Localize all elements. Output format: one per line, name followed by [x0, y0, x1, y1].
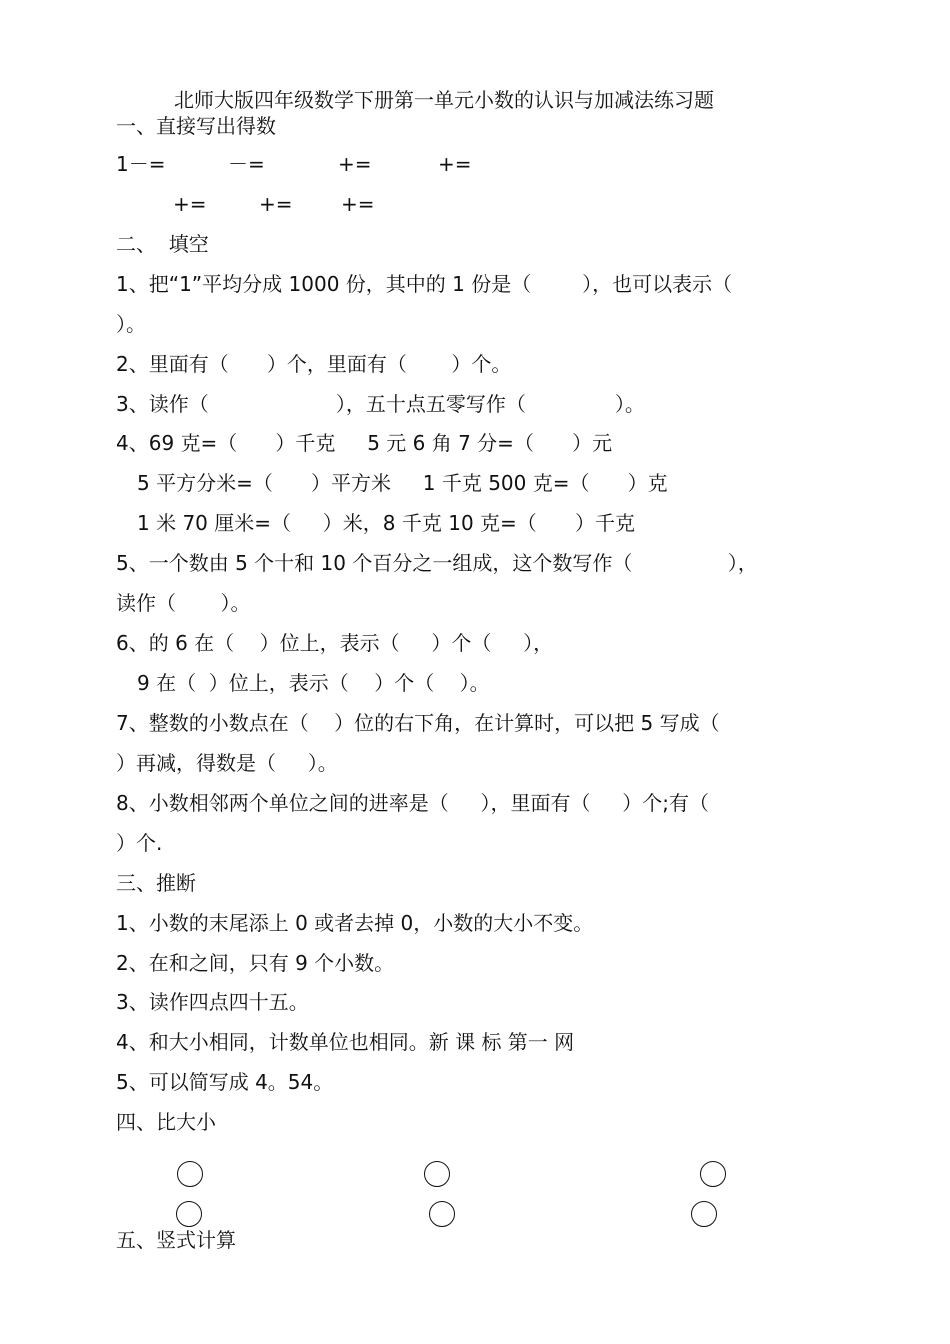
- fill-line: 6、的 6 在（ ）位上，表示（ ）个（ ），: [116, 631, 554, 655]
- compare-circle[interactable]: [429, 1201, 455, 1227]
- section-4-heading: 四、比大小: [116, 1110, 216, 1134]
- compare-circle[interactable]: [424, 1161, 450, 1187]
- section-5-heading: 五、竖式计算: [116, 1228, 236, 1252]
- fill-line: 1 米 70 厘米=（ ）米，8 千克 10 克=（ ）千克: [137, 511, 635, 535]
- section-1-heading: 一、直接写出得数: [116, 114, 276, 138]
- fill-line: 3、读作（ ），五十点五零写作（ ）。: [116, 392, 645, 416]
- judge-item: 4、和大小相同，计数单位也相同。新 课 标 第一 网: [116, 1030, 575, 1054]
- fill-line: 5 平方分米=（ ）平方米 1 千克 500 克=（ ）克: [137, 471, 668, 495]
- fill-line: 5、一个数由 5 个十和 10 个百分之一组成，这个数写作（ ），: [116, 551, 758, 575]
- calc-item: +=: [341, 192, 375, 216]
- fill-line: 7、整数的小数点在（ ）位的右下角，在计算时，可以把 5 写成（: [116, 711, 720, 735]
- calc-item: +=: [338, 152, 372, 176]
- compare-circle[interactable]: [700, 1161, 726, 1187]
- fill-line: ）再减，得数是（ ）。: [116, 751, 338, 775]
- compare-circle[interactable]: [691, 1201, 717, 1227]
- section-3-heading: 三、推断: [116, 871, 196, 895]
- fill-line: 读作（ ）。: [116, 591, 251, 615]
- fill-line: 9 在（ ）位上，表示（ ）个（ ）。: [137, 671, 490, 695]
- section-2-heading: 二、 填空: [116, 232, 209, 256]
- judge-item: 2、在和之间，只有 9 个小数。: [116, 951, 395, 975]
- calc-item: +=: [259, 192, 293, 216]
- fill-line: 8、小数相邻两个单位之间的进率是（ ），里面有（ ）个;有（: [116, 791, 710, 815]
- page-title: 北师大版四年级数学下册第一单元小数的认识与加减法练习题: [174, 88, 714, 112]
- judge-item: 5、可以简写成 4。54。: [116, 1070, 334, 1094]
- fill-line: ）个.: [116, 831, 163, 855]
- compare-circle[interactable]: [177, 1161, 203, 1187]
- calc-item: +=: [438, 152, 472, 176]
- fill-line: 1、把“1”平均分成 1000 份，其中的 1 份是（ ），也可以表示（: [116, 272, 733, 296]
- calc-item: 1－=: [116, 152, 166, 176]
- calc-item: －=: [228, 152, 265, 176]
- judge-item: 1、小数的末尾添上 0 或者去掉 0，小数的大小不变。: [116, 911, 594, 935]
- calc-item: +=: [173, 192, 207, 216]
- judge-item: 3、读作四点四十五。: [116, 990, 309, 1014]
- fill-line: 4、69 克=（ ）千克 5 元 6 角 7 分=（ ）元: [116, 431, 613, 455]
- fill-line: ）。: [116, 312, 146, 336]
- compare-circle[interactable]: [176, 1201, 202, 1227]
- fill-line: 2、里面有（ ）个，里面有（ ）个。: [116, 352, 512, 376]
